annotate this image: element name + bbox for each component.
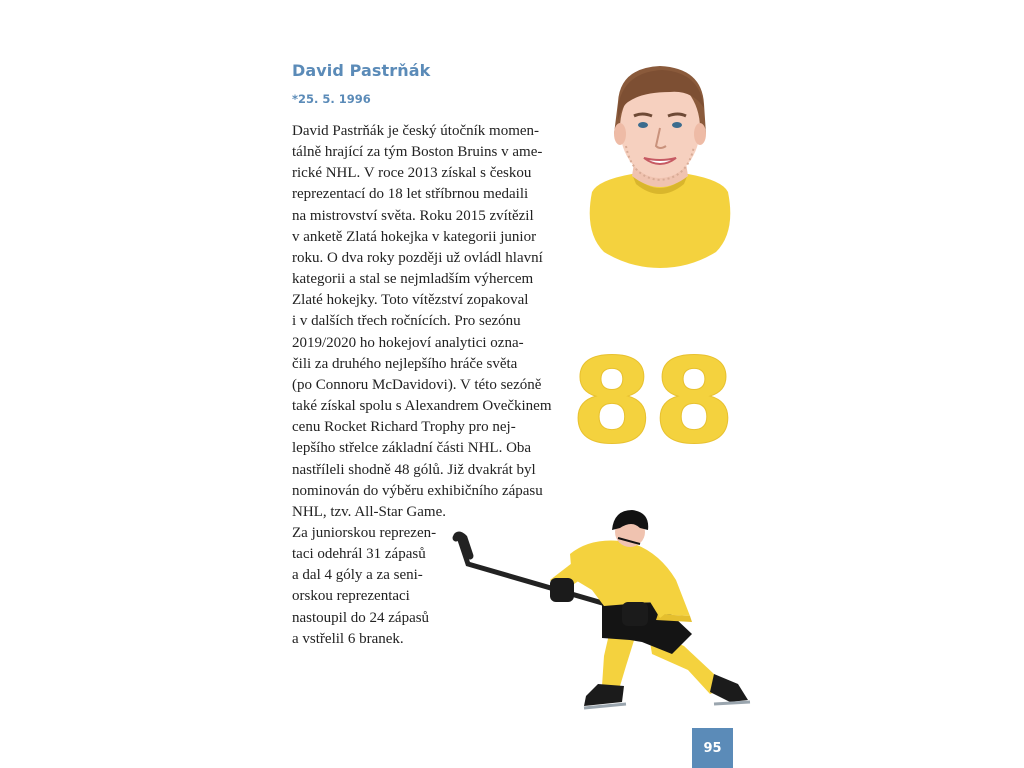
body-line: NHL, tzv. All-Star Game. bbox=[292, 503, 446, 520]
body-line: reprezentací do 18 let stříbrnou medaili bbox=[292, 186, 529, 203]
body-line: nastříleli shodně 48 gólů. Již dvakrát byl bbox=[292, 461, 536, 478]
body-line: Zlaté hokejky. Toto vítězství zopakoval bbox=[292, 292, 529, 309]
player-portrait-illustration bbox=[580, 62, 740, 268]
body-line: orskou reprezentaci bbox=[292, 588, 410, 605]
body-line: roku. O dva roky později už ovládl hlavní bbox=[292, 249, 543, 266]
hockey-player-illustration bbox=[452, 506, 752, 712]
body-line: taci odehrál 31 zápasů bbox=[292, 546, 426, 563]
body-line: lepšího střelce základní části NHL. Oba bbox=[292, 440, 532, 457]
body-line: nominován do výběru exhibičního zápasu bbox=[292, 482, 543, 499]
body-line: cenu Rocket Richard Trophy pro nej- bbox=[292, 419, 516, 436]
page-number: 95 bbox=[692, 728, 733, 768]
body-line: 2019/2020 ho hokejoví analytici ozna- bbox=[292, 334, 524, 351]
body-line: (po Connoru McDavidovi). V této sezóně bbox=[292, 376, 542, 393]
body-line: nastoupil do 24 zápasů bbox=[292, 609, 430, 626]
body-line: čili za druhého nejlepšího hráče světa bbox=[292, 355, 518, 372]
jersey-number-illustration bbox=[570, 332, 736, 470]
body-line: v anketě Zlatá hokejka v kategorii junior bbox=[292, 228, 537, 245]
body-line: také získal spolu s Alexandrem Ovečkinem bbox=[292, 398, 552, 415]
body-line: a vstřelil 6 branek. bbox=[292, 630, 404, 647]
body-line: a dal 4 góly a za seni- bbox=[292, 567, 423, 584]
body-line: i v dalších třech ročnících. Pro sezónu bbox=[292, 313, 521, 330]
body-line: rické NHL. V roce 2013 získal s českou bbox=[292, 165, 532, 182]
body-line: na mistrovství světa. Roku 2015 zvítězil bbox=[292, 207, 534, 224]
body-line: David Pastrňák je český útočník momen- bbox=[292, 123, 540, 139]
body-line: kategorii a stal se nejmladším výhercem bbox=[292, 271, 534, 288]
birth-date: *25. 5. 1996 bbox=[292, 92, 371, 106]
body-line: tálně hrající za tým Boston Bruins v ame- bbox=[292, 144, 543, 161]
jersey-number: 88 bbox=[570, 332, 736, 470]
article-title: David Pastrňák bbox=[292, 61, 431, 80]
body-line: Za juniorskou reprezen- bbox=[292, 524, 437, 541]
